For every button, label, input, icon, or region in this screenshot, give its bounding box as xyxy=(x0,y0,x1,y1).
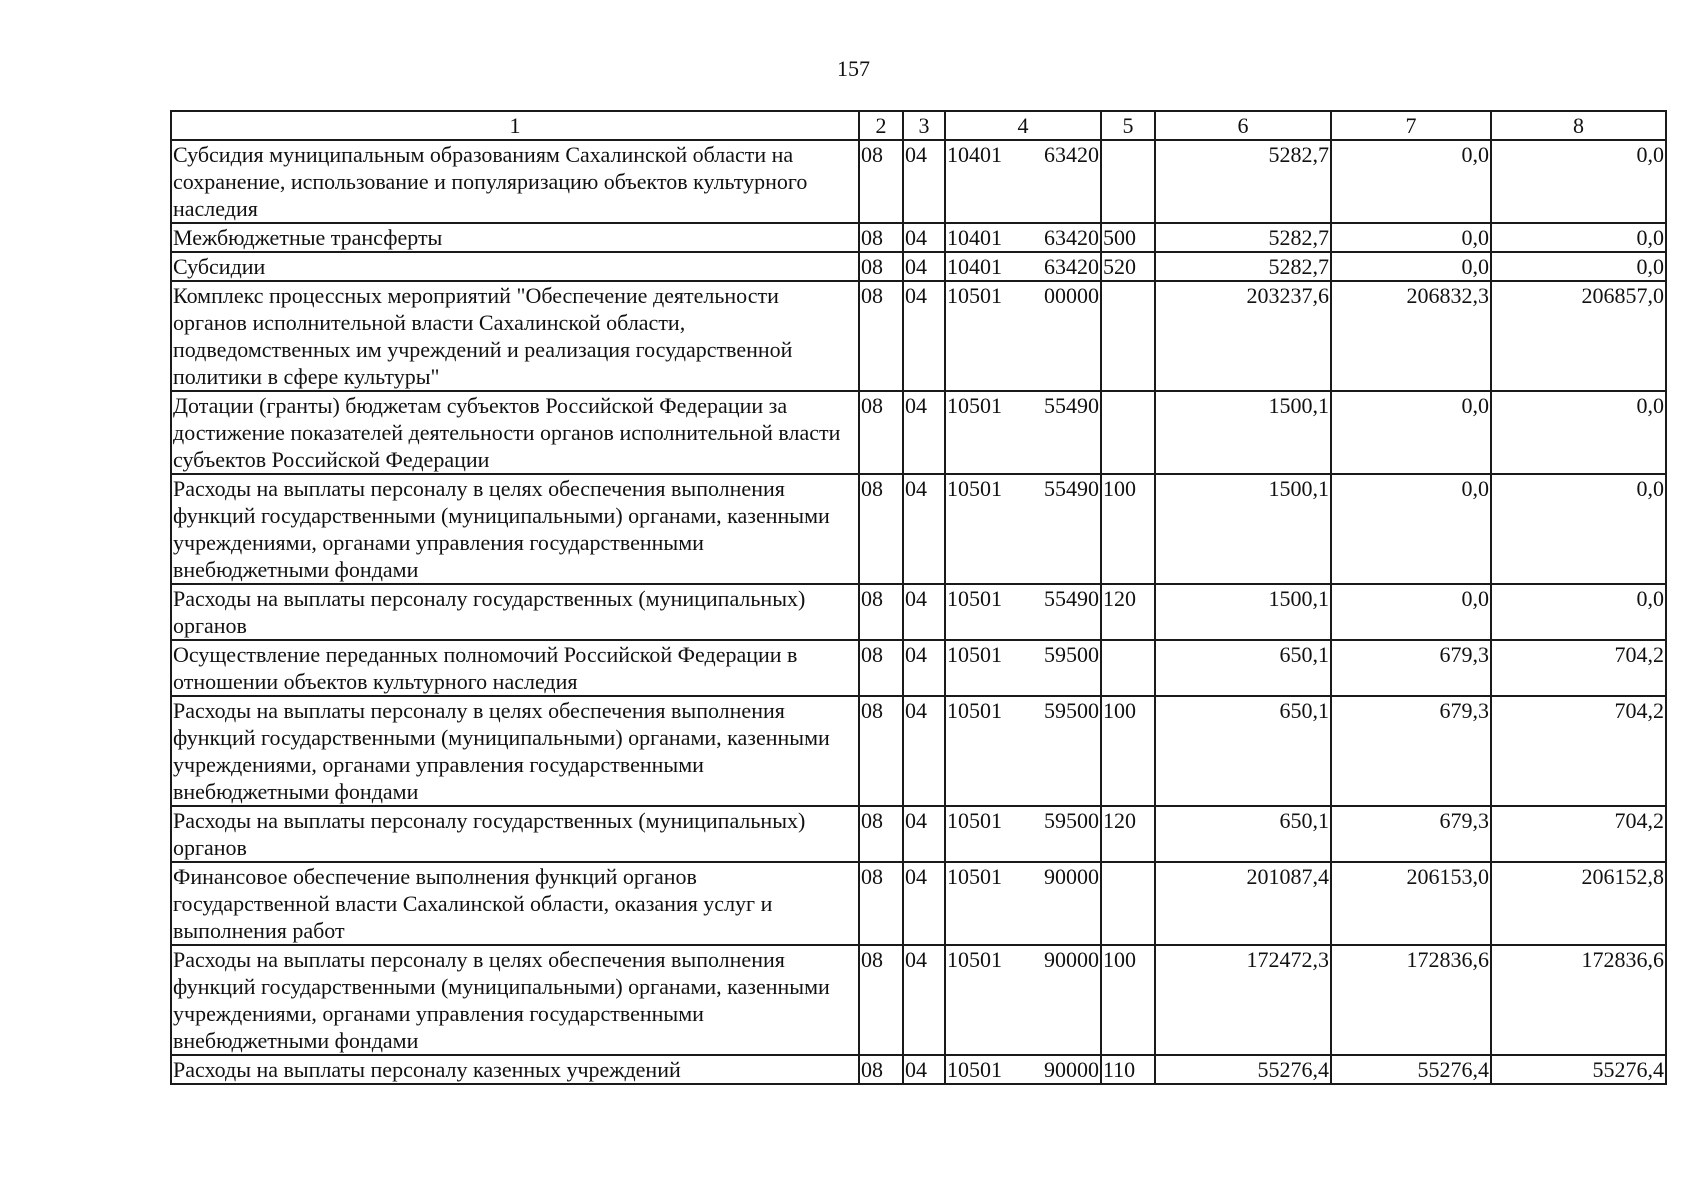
amount-col-6: 203237,6 xyxy=(1155,281,1331,391)
target-article-code xyxy=(945,391,1101,474)
column-header-4: 4 xyxy=(945,111,1101,140)
subsection-code: 04 xyxy=(903,862,945,945)
amount-col-6: 201087,4 xyxy=(1155,862,1331,945)
subsection-code: 04 xyxy=(903,696,945,806)
target-article-code xyxy=(945,223,1101,252)
amount-col-8: 206857,0 xyxy=(1491,281,1666,391)
target-article-code xyxy=(945,1055,1101,1084)
amount-col-7: 0,0 xyxy=(1331,140,1491,223)
target-direction-code: 90000 xyxy=(1044,1057,1099,1082)
amount-col-8: 172836,6 xyxy=(1491,945,1666,1055)
table-row xyxy=(171,584,1666,640)
section-code: 08 xyxy=(859,223,903,252)
target-program-code: 10501 xyxy=(947,476,1002,501)
row-description: Осуществление переданных полномочий Российской Федерации в отношении объектов культурного наследия xyxy=(171,640,859,696)
table-row xyxy=(171,140,1666,223)
row-description: Субсидии xyxy=(171,252,859,281)
target-article-code xyxy=(945,140,1101,223)
table-body xyxy=(171,140,1666,1084)
amount-col-8: 704,2 xyxy=(1491,696,1666,806)
header-row xyxy=(171,111,1666,140)
column-header-7: 7 xyxy=(1331,111,1491,140)
column-header-2: 2 xyxy=(859,111,903,140)
amount-col-7: 0,0 xyxy=(1331,474,1491,584)
column-header-1: 1 xyxy=(171,111,859,140)
section-code: 08 xyxy=(859,862,903,945)
target-program-code: 10401 xyxy=(947,225,1002,250)
target-program-code: 10501 xyxy=(947,808,1002,833)
target-program-code: 10501 xyxy=(947,283,1002,308)
amount-col-7: 206832,3 xyxy=(1331,281,1491,391)
amount-col-8: 206152,8 xyxy=(1491,862,1666,945)
section-code: 08 xyxy=(859,640,903,696)
row-description: Расходы на выплаты персоналу в целях обеспечения выполнения функций государственными (муниципальными) органами, казенными учреждениями, органами управления государственными внебюджетными фондами xyxy=(171,474,859,584)
amount-col-6: 650,1 xyxy=(1155,806,1331,862)
section-code: 08 xyxy=(859,252,903,281)
row-description: Финансовое обеспечение выполнения функций органов государственной власти Сахалинской области, оказания услуг и выполнения работ xyxy=(171,862,859,945)
section-code: 08 xyxy=(859,391,903,474)
budget-table xyxy=(170,110,1667,1085)
target-article-code xyxy=(945,945,1101,1055)
expense-type-code xyxy=(1101,862,1155,945)
target-program-code: 10501 xyxy=(947,393,1002,418)
table-row xyxy=(171,281,1666,391)
amount-col-6: 1500,1 xyxy=(1155,391,1331,474)
expense-type-code: 500 xyxy=(1101,223,1155,252)
target-article-code xyxy=(945,806,1101,862)
expense-type-code: 100 xyxy=(1101,945,1155,1055)
target-direction-code: 63420 xyxy=(1044,254,1099,279)
target-direction-code: 59500 xyxy=(1044,642,1099,667)
amount-col-8: 0,0 xyxy=(1491,391,1666,474)
table-row xyxy=(171,223,1666,252)
table-row xyxy=(171,862,1666,945)
section-code: 08 xyxy=(859,281,903,391)
amount-col-8: 0,0 xyxy=(1491,474,1666,584)
row-description: Расходы на выплаты персоналу в целях обеспечения выполнения функций государственными (муниципальными) органами, казенными учреждениями, органами управления государственными внебюджетными фондами xyxy=(171,945,859,1055)
amount-col-8: 55276,4 xyxy=(1491,1055,1666,1084)
subsection-code: 04 xyxy=(903,252,945,281)
target-program-code: 10501 xyxy=(947,698,1002,723)
column-header-5: 5 xyxy=(1101,111,1155,140)
expense-type-code xyxy=(1101,391,1155,474)
table-row xyxy=(171,391,1666,474)
row-description: Расходы на выплаты персоналу казенных учреждений xyxy=(171,1055,859,1084)
amount-col-8: 0,0 xyxy=(1491,223,1666,252)
expense-type-code: 520 xyxy=(1101,252,1155,281)
target-article-code xyxy=(945,640,1101,696)
subsection-code: 04 xyxy=(903,584,945,640)
amount-col-6: 650,1 xyxy=(1155,640,1331,696)
table-row xyxy=(171,696,1666,806)
row-description: Комплекс процессных мероприятий "Обеспечение деятельности органов исполнительной власти Сахалинской области, подведомственных им учреждений и реализация государственной политики в сфере культуры" xyxy=(171,281,859,391)
table-row xyxy=(171,1055,1666,1084)
subsection-code: 04 xyxy=(903,281,945,391)
amount-col-8: 0,0 xyxy=(1491,584,1666,640)
column-header-8: 8 xyxy=(1491,111,1666,140)
row-description: Межбюджетные трансферты xyxy=(171,223,859,252)
target-article-code xyxy=(945,862,1101,945)
target-direction-code: 59500 xyxy=(1044,698,1099,723)
table-row xyxy=(171,806,1666,862)
row-description: Дотации (гранты) бюджетам субъектов Российской Федерации за достижение показателей деятельности органов исполнительной власти субъектов Российской Федерации xyxy=(171,391,859,474)
subsection-code: 04 xyxy=(903,640,945,696)
target-direction-code: 59500 xyxy=(1044,808,1099,833)
row-description: Расходы на выплаты персоналу государственных (муниципальных) органов xyxy=(171,806,859,862)
target-direction-code: 63420 xyxy=(1044,142,1099,167)
amount-col-6: 5282,7 xyxy=(1155,252,1331,281)
target-direction-code: 55490 xyxy=(1044,393,1099,418)
amount-col-6: 1500,1 xyxy=(1155,584,1331,640)
amount-col-8: 0,0 xyxy=(1491,140,1666,223)
amount-col-6: 5282,7 xyxy=(1155,140,1331,223)
target-program-code: 10401 xyxy=(947,142,1002,167)
amount-col-6: 172472,3 xyxy=(1155,945,1331,1055)
column-header-3: 3 xyxy=(903,111,945,140)
target-article-code xyxy=(945,474,1101,584)
subsection-code: 04 xyxy=(903,806,945,862)
amount-col-8: 704,2 xyxy=(1491,806,1666,862)
amount-col-7: 0,0 xyxy=(1331,584,1491,640)
target-direction-code: 90000 xyxy=(1044,947,1099,972)
amount-col-7: 0,0 xyxy=(1331,223,1491,252)
amount-col-7: 679,3 xyxy=(1331,696,1491,806)
target-article-code xyxy=(945,696,1101,806)
amount-col-6: 1500,1 xyxy=(1155,474,1331,584)
subsection-code: 04 xyxy=(903,945,945,1055)
target-direction-code: 00000 xyxy=(1044,283,1099,308)
page-number: 157 xyxy=(837,56,870,81)
target-article-code xyxy=(945,584,1101,640)
subsection-code: 04 xyxy=(903,474,945,584)
table-header xyxy=(171,111,1666,140)
expense-type-code xyxy=(1101,140,1155,223)
amount-col-7: 0,0 xyxy=(1331,252,1491,281)
target-article-code xyxy=(945,252,1101,281)
section-code: 08 xyxy=(859,806,903,862)
subsection-code: 04 xyxy=(903,223,945,252)
target-program-code: 10501 xyxy=(947,586,1002,611)
expense-type-code: 120 xyxy=(1101,806,1155,862)
amount-col-7: 55276,4 xyxy=(1331,1055,1491,1084)
amount-col-7: 679,3 xyxy=(1331,806,1491,862)
expense-type-code: 110 xyxy=(1101,1055,1155,1084)
target-program-code: 10501 xyxy=(947,1057,1002,1082)
amount-col-7: 0,0 xyxy=(1331,391,1491,474)
target-program-code: 10501 xyxy=(947,947,1002,972)
target-article-code xyxy=(945,281,1101,391)
row-description: Расходы на выплаты персоналу государственных (муниципальных) органов xyxy=(171,584,859,640)
subsection-code: 04 xyxy=(903,140,945,223)
amount-col-7: 172836,6 xyxy=(1331,945,1491,1055)
amount-col-7: 679,3 xyxy=(1331,640,1491,696)
amount-col-6: 650,1 xyxy=(1155,696,1331,806)
target-program-code: 10501 xyxy=(947,864,1002,889)
row-description: Субсидия муниципальным образованиям Сахалинской области на сохранение, использование и популяризацию объектов культурного наследия xyxy=(171,140,859,223)
subsection-code: 04 xyxy=(903,1055,945,1084)
target-direction-code: 55490 xyxy=(1044,476,1099,501)
target-program-code: 10501 xyxy=(947,642,1002,667)
section-code: 08 xyxy=(859,696,903,806)
table-row xyxy=(171,640,1666,696)
expense-type-code xyxy=(1101,281,1155,391)
amount-col-6: 55276,4 xyxy=(1155,1055,1331,1084)
section-code: 08 xyxy=(859,945,903,1055)
expense-type-code: 120 xyxy=(1101,584,1155,640)
table-row xyxy=(171,474,1666,584)
target-direction-code: 90000 xyxy=(1044,864,1099,889)
target-program-code: 10401 xyxy=(947,254,1002,279)
section-code: 08 xyxy=(859,474,903,584)
target-direction-code: 55490 xyxy=(1044,586,1099,611)
section-code: 08 xyxy=(859,140,903,223)
expense-type-code xyxy=(1101,640,1155,696)
amount-col-7: 206153,0 xyxy=(1331,862,1491,945)
amount-col-8: 0,0 xyxy=(1491,252,1666,281)
column-header-6: 6 xyxy=(1155,111,1331,140)
subsection-code: 04 xyxy=(903,391,945,474)
amount-col-6: 5282,7 xyxy=(1155,223,1331,252)
amount-col-8: 704,2 xyxy=(1491,640,1666,696)
expense-type-code: 100 xyxy=(1101,696,1155,806)
table-row xyxy=(171,945,1666,1055)
row-description: Расходы на выплаты персоналу в целях обеспечения выполнения функций государственными (муниципальными) органами, казенными учреждениями, органами управления государственными внебюджетными фондами xyxy=(171,696,859,806)
target-direction-code: 63420 xyxy=(1044,225,1099,250)
section-code: 08 xyxy=(859,584,903,640)
expense-type-code: 100 xyxy=(1101,474,1155,584)
table-row xyxy=(171,252,1666,281)
section-code: 08 xyxy=(859,1055,903,1084)
